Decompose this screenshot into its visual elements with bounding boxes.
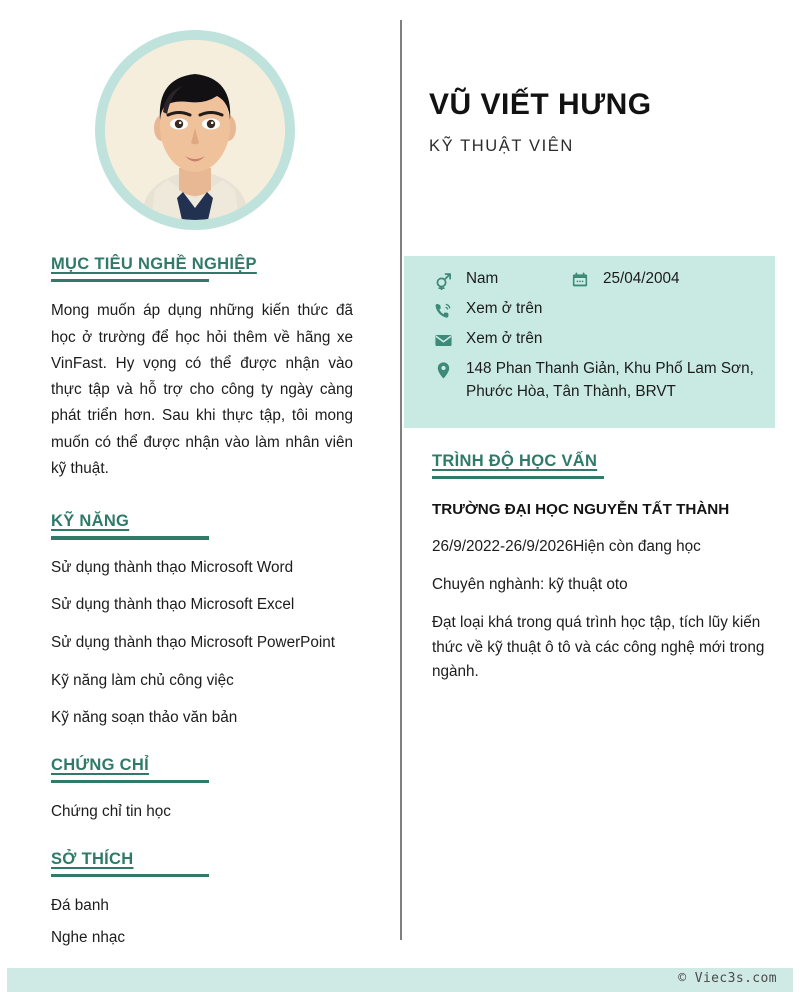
right-column <box>404 0 800 960</box>
contact-address <box>432 358 762 404</box>
education-heading: TRÌNH ĐỘ HỌC VẤN <box>432 452 598 470</box>
gender-icon <box>432 269 454 291</box>
section-skills <box>51 512 353 730</box>
job-title: KỸ THUẬT VIÊN <box>429 136 574 155</box>
footer-bar <box>7 968 793 992</box>
section-objective <box>51 255 353 482</box>
list-item: Nghe nhạc <box>51 929 125 947</box>
skills-heading: KỸ NĂNG <box>51 512 130 531</box>
phone-icon <box>432 299 454 321</box>
gender-value: Nam <box>466 270 499 287</box>
contact-email <box>432 328 762 351</box>
email-value: Xem ở trên <box>466 330 543 347</box>
contact-phone <box>432 298 762 321</box>
spacer-certificates <box>51 730 353 756</box>
avatar <box>95 30 295 230</box>
page-title: VŨ VIẾT HƯNG <box>429 88 652 121</box>
left-column <box>0 0 400 960</box>
section-hobbies <box>51 850 353 950</box>
hobbies-list <box>51 894 353 949</box>
list-item: Sử dụng thành thạo Microsoft Word <box>51 558 294 576</box>
column-divider <box>400 20 402 940</box>
contact-list <box>432 268 762 411</box>
hobbies-heading: SỞ THÍCH <box>51 850 134 869</box>
certificates-heading-bar <box>51 780 209 784</box>
location-pin-icon <box>432 359 454 381</box>
list-item: Sử dụng thành thạo Microsoft PowerPoint <box>51 634 336 652</box>
education-note: Đạt loại khá trong quá trình học tập, tích lũy kiến thức về kỹ thuật ô tô và các công nghệ mới trong ngành. <box>432 614 765 680</box>
left-content <box>51 255 353 950</box>
contact-row-gender-birth <box>432 268 762 291</box>
skills-list <box>51 556 353 731</box>
address-value: 148 Phan Thanh Giản, Khu Phố Lam Sơn, Phước Hòa, Tân Thành, BRVT <box>466 360 754 400</box>
list-item: Sử dụng thành thạo Microsoft Excel <box>51 596 295 614</box>
objective-heading: MỤC TIÊU NGHỀ NGHIỆP <box>51 255 257 273</box>
certificates-heading: CHỨNG CHỈ <box>51 756 149 775</box>
education-major: Chuyên nghành: kỹ thuật oto <box>432 575 628 593</box>
phone-value: Xem ở trên <box>466 300 543 317</box>
list-item: Đá banh <box>51 897 109 915</box>
list-item: Chứng chỉ tin học <box>51 803 171 821</box>
hobbies-heading-bar <box>51 874 209 878</box>
name-block <box>429 88 789 156</box>
objective-text: Mong muốn áp dụng những kiến thức đã học ở trường để học hỏi thêm về hãng xe VinFast. Hy vọng có thể được nhận vào thực tập và hỗ trợ cho công ty ngày càng phát triển hơn. Sau khi thực tập, tôi mong muốn có thể được nhận vào làm nhân viên kỹ thuật. <box>51 302 353 478</box>
education-school: TRƯỜNG ĐẠI HỌC NGUYỄN TẤT THÀNH <box>432 501 730 519</box>
objective-heading-bar <box>51 279 209 283</box>
education-heading-bar <box>432 476 604 480</box>
contact-gender <box>432 268 569 291</box>
calendar-icon <box>569 269 591 291</box>
envelope-icon <box>432 329 454 351</box>
contact-box <box>404 256 775 428</box>
copyright-text: © Viec3s.com <box>678 971 777 986</box>
certificates-list <box>51 800 353 824</box>
spacer-hobbies <box>51 824 353 850</box>
birthdate-value: 25/04/2004 <box>603 270 680 287</box>
education-period: 26/9/2022-26/9/2026Hiện còn đang học <box>432 537 701 555</box>
spacer-skills <box>51 482 353 512</box>
list-item: Kỹ năng soạn thảo văn bản <box>51 709 238 727</box>
contact-birthdate <box>569 268 680 291</box>
section-certificates <box>51 756 353 824</box>
list-item: Kỹ năng làm chủ công việc <box>51 671 234 689</box>
skills-heading-bar <box>51 536 209 540</box>
section-education <box>432 452 772 684</box>
avatar-photo <box>105 40 285 220</box>
